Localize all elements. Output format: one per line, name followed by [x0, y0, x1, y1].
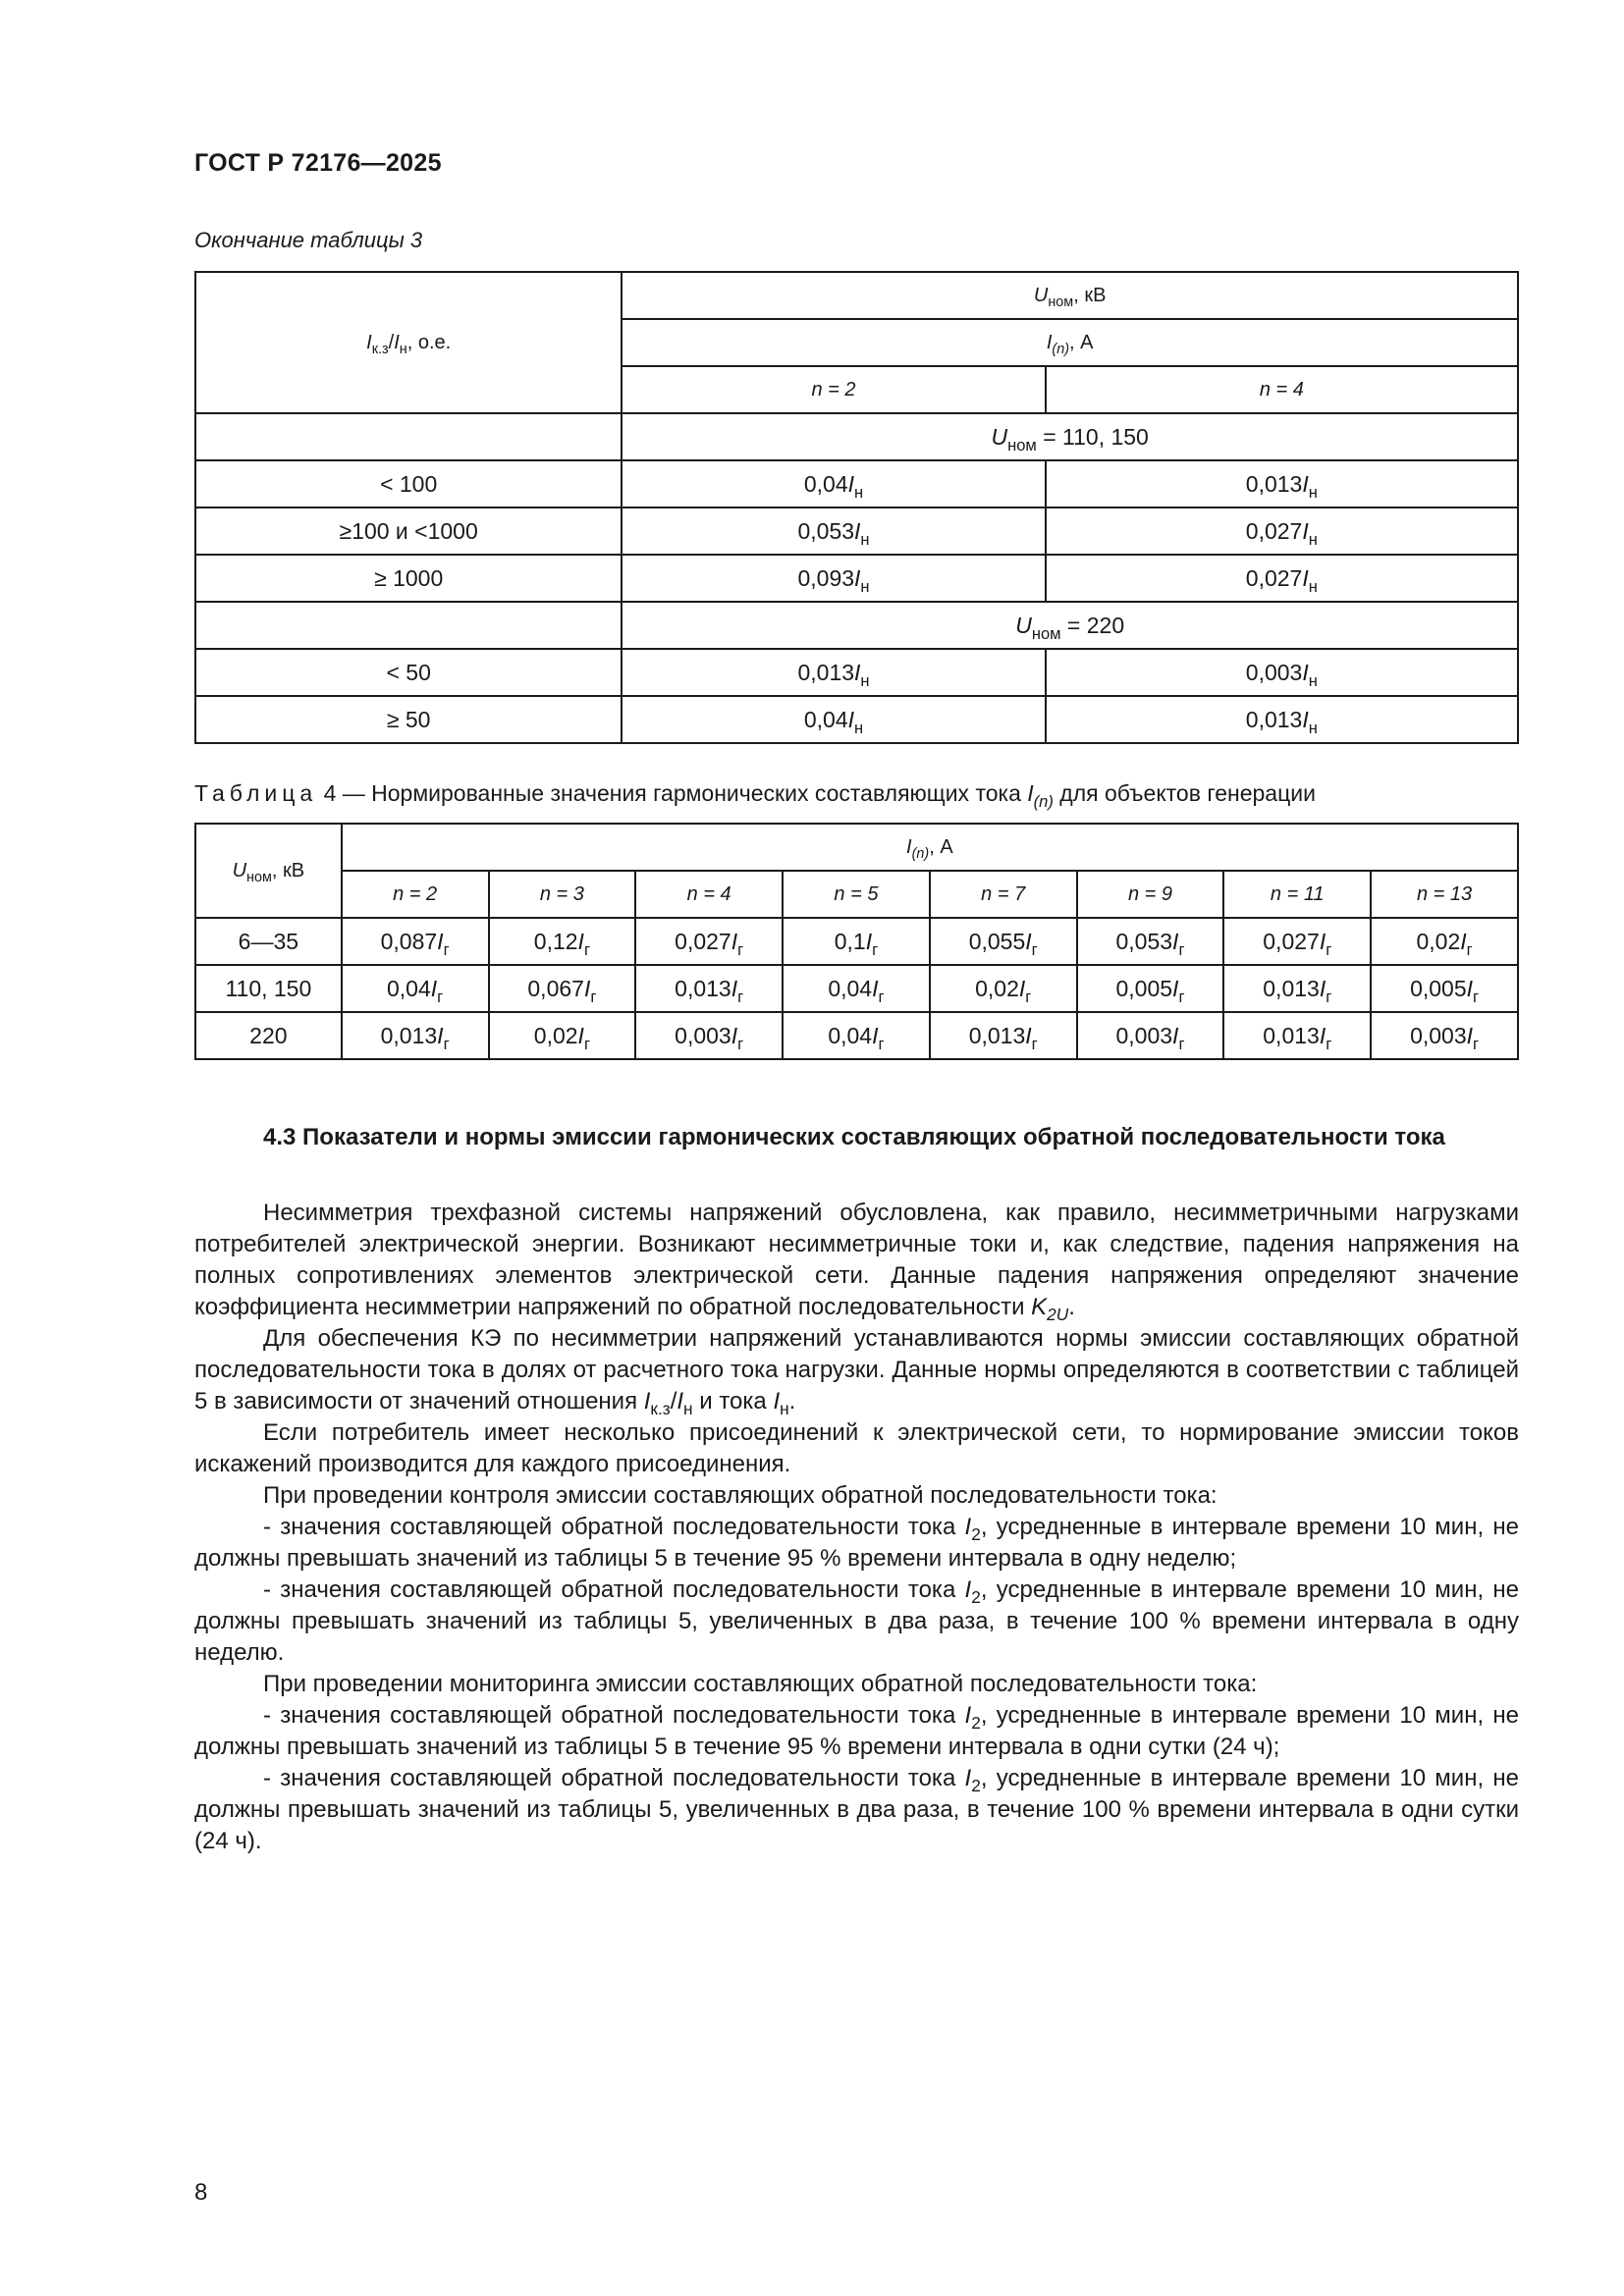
value-cell: $0,005I_г$ — [1077, 965, 1224, 1012]
range-cell: ≥100 и <1000 — [195, 507, 622, 555]
value-cell: $0,053I_н$ — [622, 507, 1045, 555]
table-row — [195, 965, 1518, 1012]
section-title: 4.3 Показатели и нормы эмиссии гармонических составляющих обратной последовательности тока — [263, 1124, 1445, 1150]
value-cell: $0,003I_г$ — [1371, 1012, 1518, 1059]
value-cell: $0,087I_г$ — [342, 918, 489, 965]
group-header-110-150: $U_{ном} = 110$, 150 — [622, 413, 1518, 460]
list-item: - значения составляющей обратной последовательности тока $I_2$, усредненные в интервале времени 10 мин, не должны превышать значений из таблицы 5, увеличенных в два раза, в течение 100 % времени интервала в одну неделю. — [194, 1576, 1519, 1666]
voltage-cell: 220 — [195, 1012, 342, 1059]
list-item: - значения составляющей обратной последовательности тока $I_2$, усредненные в интервале времени 10 мин, не должны превышать значений из таблицы 5 в течение 95 % времени интервала в одну неделю; — [194, 1514, 1519, 1572]
value-cell: $0,04I_н$ — [622, 460, 1045, 507]
voltage-cell: 110, 150 — [195, 965, 342, 1012]
table-row — [195, 696, 1518, 743]
range-cell: < 100 — [195, 460, 622, 507]
table-3 — [194, 271, 1519, 744]
value-cell: $0,067I_г$ — [489, 965, 636, 1012]
n4-header: n = 4 — [1046, 366, 1518, 413]
table-4 — [194, 823, 1519, 1060]
n-header: n = 13 — [1371, 871, 1518, 918]
value-cell: $0,003I_г$ — [635, 1012, 783, 1059]
value-cell: $0,027I_н$ — [1046, 507, 1518, 555]
table-row — [195, 555, 1518, 602]
value-cell: $0,04I_н$ — [622, 696, 1045, 743]
value-cell: $0,003I_г$ — [1077, 1012, 1224, 1059]
n2-header: n = 2 — [622, 366, 1045, 413]
current-header: $I_{(n)}$, А — [342, 824, 1518, 871]
value-cell: $0,04I_г$ — [783, 1012, 930, 1059]
value-cell: $0,013I_н$ — [1046, 460, 1518, 507]
value-cell: $0,1I_г$ — [783, 918, 930, 965]
table-row — [195, 649, 1518, 696]
group-spacer-cell — [195, 413, 622, 460]
value-cell: $0,027I_н$ — [1046, 555, 1518, 602]
value-cell: $0,013I_г$ — [1223, 965, 1371, 1012]
list-item: - значения составляющей обратной последовательности тока $I_2$, усредненные в интервале времени 10 мин, не должны превышать значений из таблицы 5, увеличенных в два раза, в течение 100 % времени интервала в одни сутки (24 ч). — [194, 1765, 1519, 1854]
ratio-header: $I_{к.з}/I_н$, о.е. — [195, 272, 622, 413]
range-cell: ≥ 1000 — [195, 555, 622, 602]
paragraph: При проведении мониторинга эмиссии составляющих обратной последовательности тока: — [263, 1671, 1258, 1697]
voltage-cell: 6—35 — [195, 918, 342, 965]
paragraph: Для обеспечения КЭ по несимметрии напряжений устанавливаются нормы эмиссии составляющих обратной последовательности тока в долях от расчетного тока нагрузки. Данные нормы определяются в соответствии с таблицей 5 в зависимости от значений отношения $I_{к.з}/I_н$ и тока $I_н$. — [194, 1325, 1519, 1419]
value-cell: $0,093I_н$ — [622, 555, 1045, 602]
value-cell: $0,013I_г$ — [1223, 1012, 1371, 1059]
paragraph: Если потребитель имеет несколько присоединений к электрической сети, то нормирование эмиссии токов искажений производится для каждого присоединения. — [194, 1419, 1519, 1477]
value-cell: $0,02I_г$ — [489, 1012, 636, 1059]
value-cell: $0,04I_г$ — [783, 965, 930, 1012]
unom-header: $U_{ном}$, кВ — [622, 272, 1518, 319]
value-cell: $0,003I_н$ — [1046, 649, 1518, 696]
table-row — [195, 460, 1518, 507]
n-header: n = 9 — [1077, 871, 1224, 918]
group-spacer-cell — [195, 602, 622, 649]
value-cell: $0,04I_г$ — [342, 965, 489, 1012]
n-header: n = 4 — [635, 871, 783, 918]
table-row — [195, 918, 1518, 965]
paragraph: При проведении контроля эмиссии составляющих обратной последовательности тока: — [263, 1482, 1218, 1509]
group-header-220: $U_{ном} = 220$ — [622, 602, 1518, 649]
value-cell: $0,027I_г$ — [635, 918, 783, 965]
page-number: 8 — [194, 2179, 208, 2206]
value-cell: $0,027I_г$ — [1223, 918, 1371, 965]
value-cell: $0,013I_н$ — [1046, 696, 1518, 743]
n-header: n = 3 — [489, 871, 636, 918]
value-cell: $0,013I_н$ — [622, 649, 1045, 696]
document-code: ГОСТ Р 72176—2025 — [194, 149, 442, 177]
value-cell: $0,12I_г$ — [489, 918, 636, 965]
range-cell: ≥ 50 — [195, 696, 622, 743]
n-header: n = 7 — [930, 871, 1077, 918]
table3-caption: Окончание таблицы 3 — [194, 228, 423, 252]
value-cell: $0,02I_г$ — [930, 965, 1077, 1012]
current-header: $I_{(n)}$, А — [622, 319, 1518, 366]
value-cell: $0,02I_г$ — [1371, 918, 1518, 965]
n-header: n = 11 — [1223, 871, 1371, 918]
n-header: n = 5 — [783, 871, 930, 918]
table4-caption: Таблица 4 — Нормированные значения гармонических составляющих тока $I_{(n)}$ для объектов генерации — [194, 780, 1316, 811]
value-cell: $0,055I_г$ — [930, 918, 1077, 965]
paragraph: Несимметрия трехфазной системы напряжений обусловлена, как правило, несимметричными нагрузками потребителей электрической энергии. Возникают несимметричные токи и, как следствие, падения напряжения на полных сопротивлениях элементов электрической сети. Данные падения напряжения определяют значение коэффициента несимметрии напряжений по обратной последовательности $K_{2U}$. — [194, 1200, 1519, 1325]
table-row — [195, 1012, 1518, 1059]
value-cell: $0,013I_г$ — [930, 1012, 1077, 1059]
value-cell: $0,013I_г$ — [342, 1012, 489, 1059]
unom-header: $U_{ном}$, кВ — [195, 824, 342, 918]
value-cell: $0,053I_г$ — [1077, 918, 1224, 965]
section-body — [194, 1198, 1519, 1857]
list-item: - значения составляющей обратной последовательности тока $I_2$, усредненные в интервале времени 10 мин, не должны превышать значений из таблицы 5 в течение 95 % времени интервала в одни сутки (24 ч); — [194, 1702, 1519, 1760]
n-header: n = 2 — [342, 871, 489, 918]
range-cell: < 50 — [195, 649, 622, 696]
table-row — [195, 507, 1518, 555]
value-cell: $0,013I_г$ — [635, 965, 783, 1012]
value-cell: $0,005I_г$ — [1371, 965, 1518, 1012]
